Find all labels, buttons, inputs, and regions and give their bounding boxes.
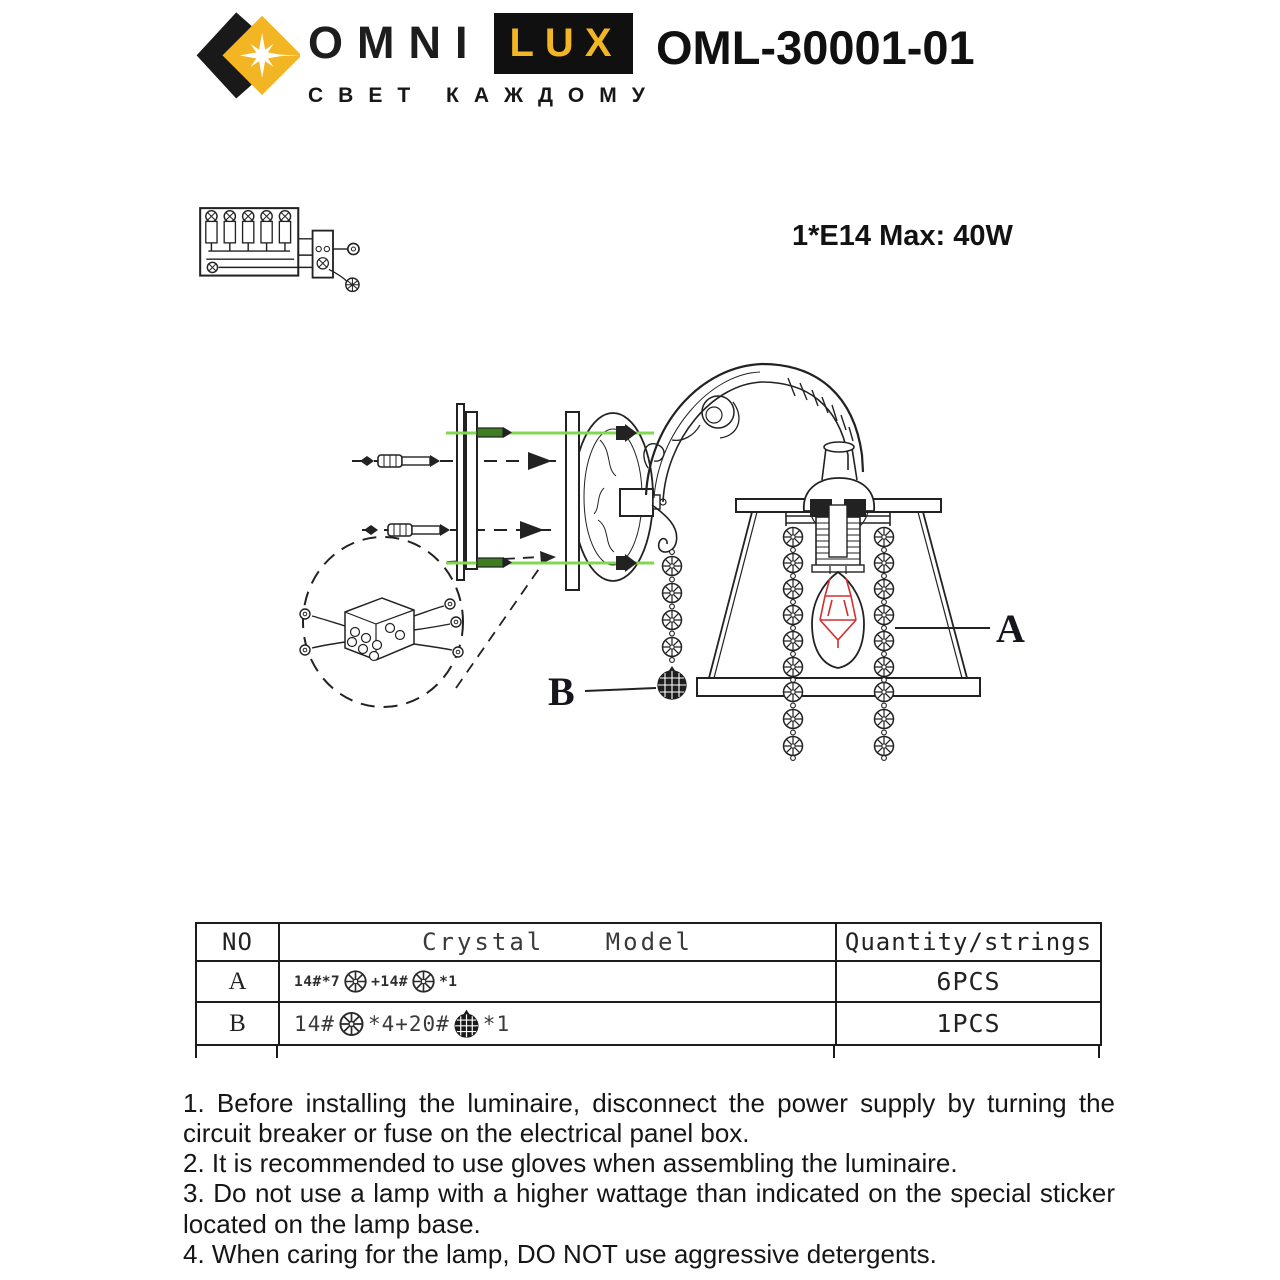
table-row-b — [196, 1002, 1101, 1045]
label-b: B — [548, 669, 575, 714]
row-b-quantity: 1PCS — [836, 1002, 1101, 1045]
terminal-block-diagram — [198, 202, 374, 296]
instruction-item-1: 1. Before installing the luminaire, disconnect the power supply by turning the circuit breaker or fuse on the electrical panel box. — [183, 1088, 1115, 1149]
label-a-group — [895, 606, 1025, 651]
socket-neck — [822, 442, 857, 480]
instruction-item-3: 3. Do not use a lamp with a higher wattage than indicated on the special sticker located on the lamp base. — [183, 1178, 1115, 1239]
instruction-item-2: 2. It is recommended to use gloves when assembling the luminaire. — [183, 1148, 958, 1179]
col-header-quantity: Quantity/strings — [836, 923, 1101, 961]
instructions-list — [183, 1088, 1115, 1269]
brand-lux: LUX — [494, 13, 633, 74]
label-a: A — [996, 606, 1025, 651]
table-edge-tail — [833, 1045, 835, 1058]
crystal-string-a-right — [875, 528, 894, 761]
assembly-diagram — [280, 352, 1040, 792]
table-edge-tail — [1098, 1045, 1100, 1058]
crystal-model-text: *4+20# — [367, 1011, 450, 1036]
octagon-crystal-icon — [411, 969, 436, 994]
crystal-model-text: *1 — [482, 1011, 511, 1036]
crystal-ball-icon — [453, 1009, 480, 1039]
brand-omni: OMNI — [308, 17, 482, 68]
shade-bottom-band — [697, 678, 980, 696]
row-a-quantity: 6PCS — [836, 961, 1101, 1002]
octagon-crystal-icon — [338, 1009, 365, 1039]
brand-tagline: СВЕТ КАЖДОМУ — [308, 84, 660, 107]
omnilux-logo — [188, 8, 660, 108]
model-number: OML-30001-01 — [656, 21, 975, 74]
crystal-ball — [658, 666, 686, 699]
lamp-spec: 1*E14 Max: 40W — [792, 220, 1013, 252]
row-b-crystal-model — [279, 1002, 836, 1045]
row-a-crystal-model — [279, 961, 836, 1002]
crystal-model-text: +14# — [371, 973, 409, 990]
col-header-no: NO — [196, 923, 279, 961]
label-b-group — [548, 669, 656, 714]
row-a-no: A — [196, 961, 279, 1002]
col-header-crystal-model: Crystal Model — [279, 923, 836, 961]
crystal-parts-table — [195, 922, 1102, 1046]
octagon-crystal-icon — [343, 969, 368, 994]
crystal-model-text: 14# — [294, 1011, 335, 1036]
arm-junction-box — [620, 489, 653, 516]
crystal-model-text: 14#*7 — [294, 973, 341, 990]
wall-anchor-row-1 — [352, 452, 556, 470]
row-b-no: B — [196, 1002, 279, 1045]
mounting-bracket — [457, 404, 477, 580]
omnilux-logo-icon — [188, 8, 300, 108]
instruction-item-4: 4. When caring for the lamp, DO NOT use aggressive detergents. — [183, 1238, 937, 1269]
crystal-model-text: *1 — [439, 973, 458, 990]
crystal-string-b — [658, 550, 686, 699]
crystal-string-a-left — [784, 528, 803, 761]
table-row-a — [196, 961, 1101, 1002]
table-edge-tail — [195, 1045, 197, 1058]
table-edge-tail — [276, 1045, 278, 1058]
